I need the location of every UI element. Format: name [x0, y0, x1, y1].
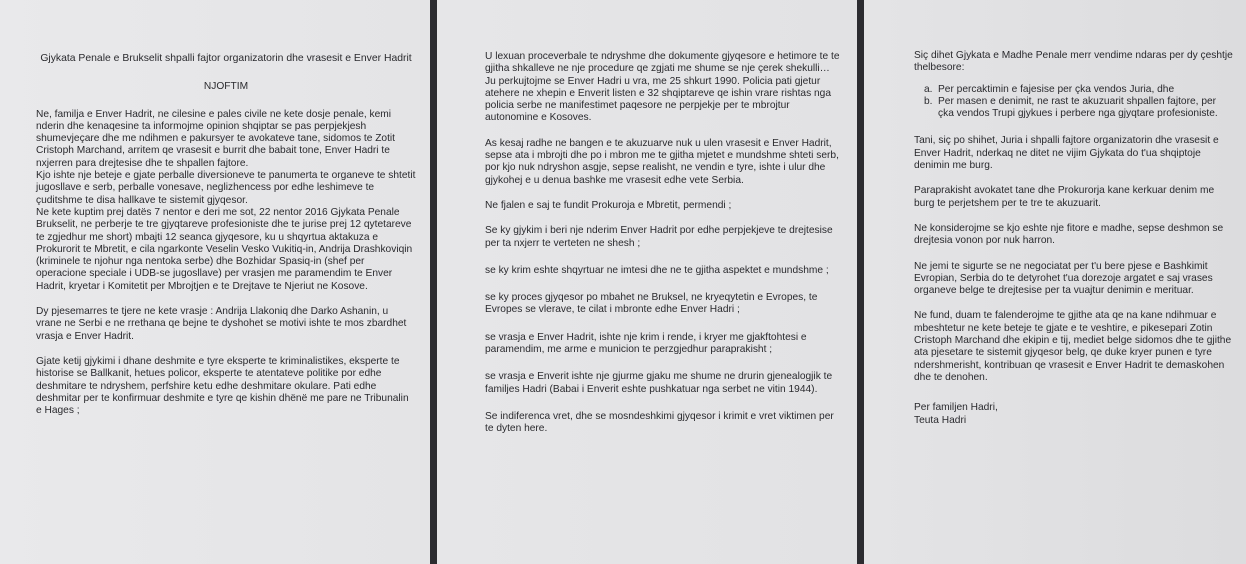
paragraph: Ne jemi te sigurte se ne negociatat per t'u bere pjese e Bashkimit Evropian, Serbia do te detyrohet t'ua dorezoje argatet e saj vrases organeve belge te drejtesise per ta vuajtur denimin e merituar.: [914, 260, 1213, 297]
paragraph: Se ky gjykim i beri nje nderim Enver Hadrit por edhe perpjekjeve te drejtesise per ta nxjerr te verteten ne shesh ;: [485, 225, 833, 249]
list-item: [914, 84, 1234, 96]
paragraph: Kjo ishte nje beteje e gjate perballe diversioneve te panumerta te organeve te shtetit jugosllave e serb, perballe vonesave, neglizhencess por edhe leshimeve te çuditshme te disa hallkave te sistemit gjyqesor.: [36, 170, 416, 206]
paragraph: se ky proces gjyqesor po mbahet ne Bruksel, ne kryeqytetin e Evropes, te Evropes se vlerave, te cilat i mbronte edhe Enver Hadri ;: [485, 292, 818, 316]
list-item-label: a.: [924, 83, 933, 95]
paragraph: Paraprakisht avokatet tane dhe Prokurorja kane kerkuar denim me burg te perjetshem per te tre te akuzuarit.: [914, 185, 1215, 209]
paragraph: se vrasja e Enver Hadrit, ishte nje krim i rende, i kryer me gjakftohtesi e paramendim, me arme e municion te perzgjedhur paraprakisht ;: [485, 331, 807, 356]
list-item-text: Per masen e denimit, ne rast te akuzuarit shpallen fajtore, per çka vendos Trupi gjykues i perbere nga gjyqtare profesioniste.: [938, 95, 1218, 120]
page-gap: [430, 0, 437, 564]
paragraph: se vrasja e Enverit ishte nje gjurme gjaku me shume ne drurin gjenealogjik te familjes Hadri (Babai i Enverit eshte pushkatuar nga serbet ne vitin 1944).: [485, 371, 833, 395]
paragraph: se ky krim eshte shqyrtuar ne imtesi dhe ne te gjitha aspektet e mundshme ;: [485, 264, 829, 276]
page-gap: [857, 0, 864, 564]
paragraph: Ne, familja e Enver Hadrit, ne cilesine e pales civile ne kete dosje penale, kemi nderin dhe kenaqesine ta informojme opinion shqiptar se pas perpjekjesh shumevjeçare dhe me ndihmen e pakursyer te avokateve tane, sidomos te Zotit Cristoph Marchand, arritem qe vrasesit e burrit dhe babait tone, Enver Hadri te nxjerren para drejtesise dhe te shpallen fajtore.: [36, 108, 396, 169]
signature-block: [914, 402, 1234, 427]
decision-list: [914, 84, 1234, 121]
document-page-3: [864, 0, 1246, 564]
list-item-label: b.: [924, 95, 933, 107]
paragraph: Ju perkujtojme se Enver Hadri u vra, me 25 shkurt 1990. Policia pati gjetur atehere ne xhepin e Enverit listen e 32 shqiptareve qe ishin vrare rishtas nga policia serbe ne manifestimet paqesore ne perpjekje per te mbrojtur autonomine e Kosoves.: [485, 75, 832, 124]
paragraph: Se indiferenca vret, dhe se mosndeshkimi gjyqesor i krimit e vret viktimen per te dyten here.: [485, 410, 834, 435]
paragraph: U lexuan proceverbale te ndryshme dhe dokumente gjyqesore e hetimore te te gjitha shkalleve ne nje procedure qe zgjati me shume se nje çerek shekulli…: [485, 51, 840, 75]
paragraph: As kesaj radhe ne bangen e te akuzuarve nuk u ulen vrasesit e Enver Hadrit, sepse ata i mbrojti dhe po i mbron me te gjitha mjetet e mundshme shteti serb, por kjo nuk ndryshon asgje, sepse realisht, ne vendin e tyre, ishte i ulur dhe gjykohej e u denua bashke me vrasesit edhe vete Serbia.: [485, 137, 839, 186]
paragraph: Siç dihet Gjykata e Madhe Penale merr vendime ndaras per dy çeshtje thelbesore:: [914, 50, 1233, 74]
list-item-text: Per percaktimin e fajesise per çka vendos Juria, dhe: [938, 83, 1175, 95]
notice-heading: NJOFTIM: [203, 81, 249, 93]
signature-line: Per familjen Hadri,: [914, 402, 998, 414]
document-page-1: [0, 0, 430, 564]
paragraph: Ne fund, duam te falenderojme te gjithe ata qe na kane ndihmuar e mbeshtetur ne kete beteje te gjate e te veshtire, e pikesepari Zotin Cristoph Marchand dhe ekipin e tij, mediet belge sidomos dhe te gjithe ata pjesetare te sistemit gjyqesor belg, qe duke kryer punen e tyre ndershmerisht, kontribuan qe vrasesit e Enver Hadrit te demaskohen dhe te denohen.: [914, 310, 1232, 383]
paragraph: Tani, siç po shihet, Juria i shpalli fajtore organizatorin dhe vrasesit e Enver Hadrit, nderkaq ne ditet ne vijim Gjykata do t'ua shqiptoje denimin me burg.: [914, 135, 1219, 172]
document-title: Gjykata Penale e Brukselit shpalli fajtor organizatorin dhe vrasesit e Enver Hadrit: [40, 53, 412, 64]
paragraph: Ne kete kuptim prej datës 7 nentor e deri me sot, 22 nentor 2016 Gjykata Penale Brukselit, ne perberje te tre gjyqtareve profesioniste dhe te jurise prej 12 qytetareve te zgjedhur me short) mbajti 12 seanca gjyqesore, ku u shqyrtua aktakuza e Prokurorit te Mbretit, e cila ngarkonte Veselin Vesko Vukitiq-in, Andrija Drashkoviqin (kriminele te njohur nga nentoka serbe) dhe Bozhidar Spasiq-in (shef per operacione speciale i UDB-se jugosllave) per vrasjen me paramendim te Enver Hadrit, kryetar i Komitetit per Mbrojtjen e te Drejtave te Njeriut ne Kosove.: [36, 206, 413, 292]
paragraph: Ne konsiderojme se kjo eshte nje fitore e madhe, sepse deshmon se drejtesia vonon por nuk harron.: [914, 222, 1224, 247]
document-page-2: [437, 0, 857, 564]
list-item: [914, 96, 1234, 121]
signature-name: Teuta Hadri: [914, 414, 967, 426]
paragraph: Dy pjesemarres te tjere ne kete vrasje : Andrija Llakoniq dhe Darko Ashanin, u vrane ne Serbi e ne rrethana qe bejne te dyshohet se motivi ishte te mos zbardhet vrasja e Enver Hadrit.: [36, 306, 407, 342]
paragraph: Ne fjalen e saj te fundit Prokuroja e Mbretit, permendi ;: [485, 199, 732, 211]
paragraph: Gjate ketij gjykimi i dhane deshmite e tyre eksperte te kriminalistikes, eksperte te historise se Ballkanit, hetues policor, eksperte te atentateve politike por edhe deshmitare te ndryshem, perfshire ketu edhe deshmitare okulare. Pati edhe deshmitar per te konfirmuar deshmite e tyre qe kishin dhënë me pare ne Tribunalin e Hages ;: [36, 355, 409, 417]
